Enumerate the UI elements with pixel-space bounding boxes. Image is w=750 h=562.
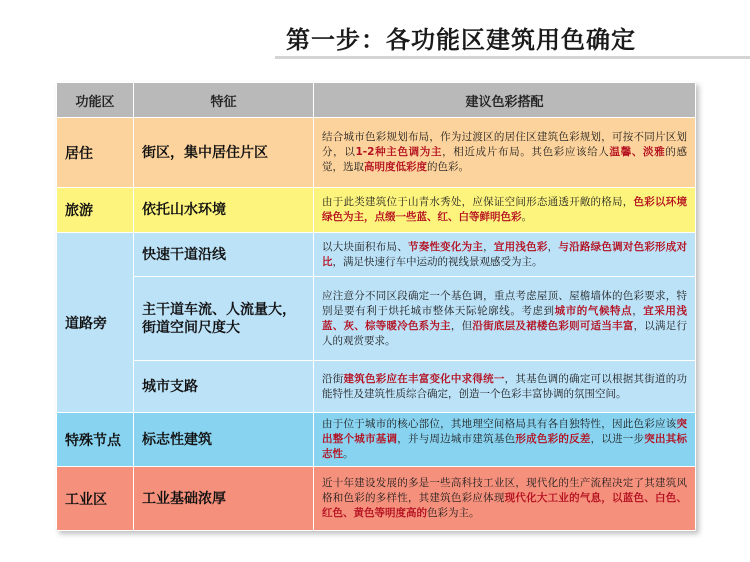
description-text: ，其基色调的确定可以根据其街道的功能特性及建筑性质综合确定，创造一个色彩丰富协调的氛围空间。 <box>322 372 688 400</box>
scheme-cell <box>314 361 696 413</box>
highlight-text: 节奏性变化为主 <box>407 240 484 253</box>
highlight-text: 突出其标志性 <box>322 433 688 460</box>
description-text: ，相近成片布局。其色彩应该给人 <box>442 146 610 158</box>
highlight-text: 色彩以环境绿色为主，点缀一些蓝、红、白等鲜明色彩 <box>322 196 688 223</box>
feature-cell: 快速干道沿线 <box>134 233 314 277</box>
description-text: 应注意分不同区段确定一个基色调，重点考虑屋顶、屋檐墙体的色彩要求，特别是要有利于烘托城市整体天际轮廓线。考虑到 <box>322 289 687 317</box>
highlight-text: 高明度低彩度 <box>364 161 427 173</box>
zone-cell: 旅游 <box>57 188 134 233</box>
header-zone: 功能区 <box>57 83 134 118</box>
description-text: ， <box>632 304 644 317</box>
highlight-text: 与沿路绿色调对色彩形成对比 <box>322 240 688 268</box>
description-text: ，满足快速行车中运动的视线景观感受为主。 <box>332 255 543 268</box>
description-text: 由于此类建筑位于山青水秀处，应保证空间形态通透开敞的格局， <box>322 196 634 208</box>
scheme-cell <box>314 413 696 467</box>
highlight-text: 城市的气候特点 <box>554 304 633 317</box>
feature-cell: 城市支路 <box>134 361 314 413</box>
table-row-residential <box>57 118 696 188</box>
highlight-text: 沿街底层及裙楼色彩则可适当丰富 <box>472 319 634 332</box>
color-scheme-table <box>56 82 696 531</box>
description-text: 近十年建设发展的多是一些高科技工业区，现代化的生产流程决定了其建筑风格和色彩的多样性，其建筑色彩应体现 <box>322 477 687 504</box>
highlight-text: 温馨、淡雅 <box>609 146 666 158</box>
header-scheme: 建议色彩搭配 <box>314 83 696 118</box>
highlight-text: 形成色彩的反差 <box>515 433 591 445</box>
table-row-tourism <box>57 188 696 233</box>
zone-cell: 工业区 <box>57 467 134 531</box>
title-underline <box>275 56 750 59</box>
highlight-text: 现代化大工业的气息，以蓝色、白色、红色、黄色等明度高的 <box>322 492 688 519</box>
table-row-road-3 <box>57 361 696 413</box>
header-feature: 特征 <box>134 83 314 118</box>
page-title: 第一步：各功能区建筑用色确定 <box>286 26 636 54</box>
scheme-cell <box>314 233 696 277</box>
highlight-text: 建筑色彩应在丰富变化中求得统一 <box>343 372 505 385</box>
highlight-text: 宜用浅色彩 <box>493 240 548 253</box>
table-row-road-2 <box>57 277 696 361</box>
description-text: ，以满足行人的观赏要求。 <box>322 319 688 347</box>
description-text: 结合城市色彩规划布局，作为过渡区的居住区建筑色彩规划，可按不同片区划分，以 <box>322 131 687 158</box>
highlight-text: 宜采用浅蓝、灰、棕等暖冷色系为主 <box>322 304 687 332</box>
table-row-road-1 <box>57 233 696 277</box>
scheme-cell <box>314 118 696 188</box>
zone-cell: 特殊节点 <box>57 413 134 467</box>
table-row-industrial <box>57 467 696 531</box>
description-text: ，以进一步 <box>590 433 645 445</box>
description-text: 色彩为主。 <box>427 507 480 519</box>
table-row-special <box>57 413 696 467</box>
highlight-text: 1-2种主色调为主 <box>355 146 443 158</box>
description-text: 沿街 <box>322 372 344 385</box>
feature-cell: 工业基础浓厚 <box>134 467 314 531</box>
scheme-cell <box>314 188 696 233</box>
description-text: 的色彩。 <box>427 161 469 173</box>
scheme-cell <box>314 467 696 531</box>
description-text: 。 <box>343 448 354 460</box>
description-text: 的感觉，选取 <box>322 146 688 173</box>
description-text: 以大块面积布局、 <box>322 240 408 253</box>
description-text: ，但 <box>450 319 473 332</box>
description-text: 。 <box>521 211 532 223</box>
feature-cell: 依托山水环境 <box>134 188 314 233</box>
zone-cell: 居住 <box>57 118 134 188</box>
feature-cell: 标志性建筑 <box>134 413 314 467</box>
description-text: 由于位于城市的核心部位，其地理空间格局具有各自独特性，因此色彩应该 <box>322 418 677 430</box>
scheme-cell <box>314 277 696 361</box>
highlight-text: 突出整个城市基调 <box>322 418 687 445</box>
feature-cell: 街区，集中居住片区 <box>134 118 314 188</box>
description-text: ， <box>547 240 559 253</box>
description-text: ，并与周边城市建筑基色 <box>397 433 516 445</box>
table-header-row <box>57 83 696 118</box>
feature-cell: 主干道车流、人流量大，街道空间尺度大 <box>134 277 314 361</box>
zone-cell: 道路旁 <box>57 233 134 413</box>
description-text: ， <box>483 240 494 253</box>
